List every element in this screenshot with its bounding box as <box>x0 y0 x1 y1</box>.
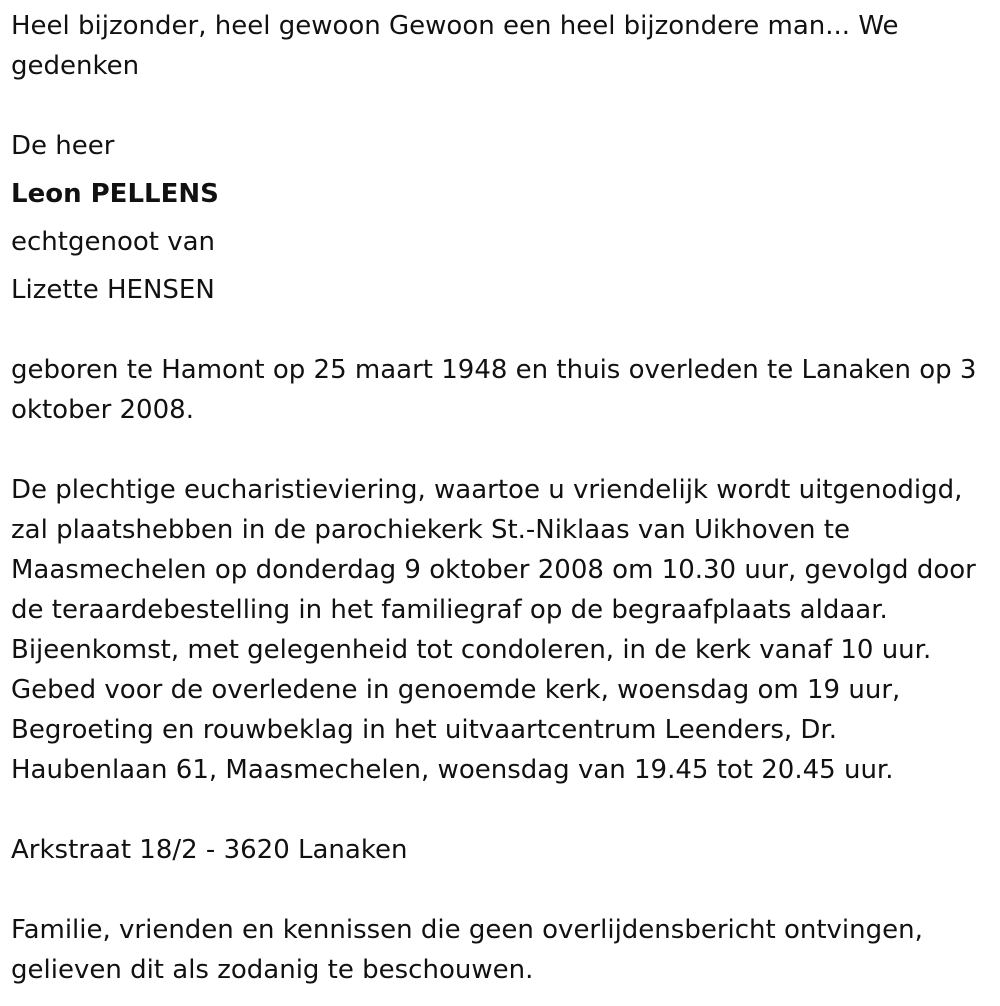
spouse-name: Lizette HENSEN <box>11 275 215 305</box>
relation-label: echtgenoot van <box>11 227 216 257</box>
spacer <box>11 310 1000 350</box>
spacer <box>11 790 1000 830</box>
spacer <box>11 870 1000 910</box>
salutation: De heer <box>11 131 115 161</box>
birth-death-text: geboren te Hamont op 25 maart 1948 en thuis overleden te Lanaken op 3 oktober 2008. <box>11 355 977 425</box>
ceremony-text: De plechtige eucharistieviering, waartoe u vriendelijk wordt uitgenodigd, zal plaatshebben in de parochiekerk St.-Niklaas van Uikhoven te Maasmechelen op donderdag 9 oktober 2008 om 10.30 uur, gevolgd door de teraardebestelling in het familiegraf op de begraafplaats aldaar. Bijeenkomst, met gelegenheid tot condoleren, in de kerk vanaf 10 uur. Gebed voor de overledene in genoemde kerk, woensdag om 19 uur, Begroeting en rouwbeklag in het uitvaartcentrum Leenders, Dr. Haubenlaan 61, Maasmechelen, woensdag van 19.45 tot 20.45 uur. <box>11 475 976 785</box>
address-text: Arkstraat 18/2 - 3620 Lanaken <box>11 835 408 865</box>
spacer <box>11 430 1000 470</box>
intro-text: Heel bijzonder, heel gewoon Gewoon een heel bijzondere man... We gedenken <box>11 11 899 81</box>
spacer <box>11 86 1000 126</box>
closing-text: Familie, vrienden en kennissen die geen overlijdensbericht ontvingen, gelieven dit als zodanig te beschouwen. <box>11 915 923 985</box>
deceased-name: Leon PELLENS <box>11 179 219 209</box>
